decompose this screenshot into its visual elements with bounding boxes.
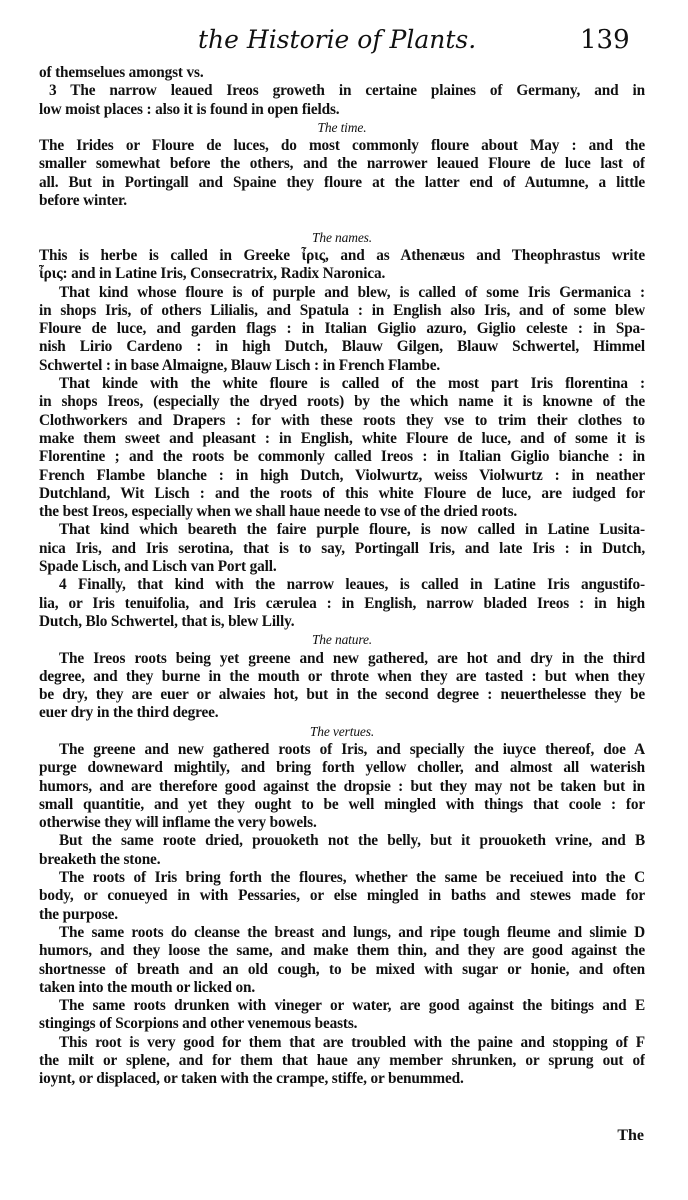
text-line: in shops Iris, of others Lilialis, and Spatula : in English also Iris, and of some blew <box>39 301 645 319</box>
catchword: The <box>617 1127 644 1144</box>
text-line: This root is very good for them that are troubled with the paine and stopping of F <box>59 1033 645 1051</box>
text-line: The same roots drunken with vineger or water, are good against the bitings and E <box>59 997 645 1015</box>
text-line: The greene and new gathered roots of Iris, and specially the iuyce thereof, doe A <box>59 740 645 758</box>
text-line: That kind which beareth the faire purple floure, is now called in Latine Lusita- <box>59 521 645 539</box>
text-line: Spade Lisch, and Lisch van Port gall. <box>39 558 277 576</box>
page-body-text <box>39 64 645 1089</box>
text-line: purge downeward mightily, and bring forth yellow choller, and almost all waterish <box>39 759 645 777</box>
text-line: The roots of Iris bring forth the floures, whether the same be receiued into the C <box>59 869 645 887</box>
text-line: 4 Finally, that kind with the narrow leaues, is called in Latine Iris angustifo- <box>59 576 645 594</box>
text-line: This is herbe is called in Greeke ἶρις, and as Athenæus and Theophrastus write <box>39 246 645 264</box>
text-line: all. But in Portingall and Spaine they floure at the latter end of Autumne, a little <box>39 173 645 191</box>
text-line: breaketh the stone. <box>39 850 161 868</box>
text-line: Florentine ; and the roots be commonly called Ireos : in Italian Giglio bianche : in <box>39 448 645 466</box>
text-line: The Irides or Floure de luces, do most commonly floure about May : and the <box>39 137 645 155</box>
text-line: small quantitie, and yet they ought to be well mingled with things that coole : for <box>39 795 645 813</box>
text-line: That kinde with the white floure is called of the most part Iris florentina : <box>59 375 645 393</box>
text-line: the milt or splene, and for them that haue any member shrunken, or sprung out of <box>39 1052 645 1070</box>
text-line: ἶρις: and in Latine Iris, Consecratrix, Radix Naronica. <box>39 265 386 283</box>
text-line: stingings of Scorpions and other venemous beasts. <box>39 1015 358 1033</box>
text-line: euer dry in the third degree. <box>39 704 219 722</box>
text-line: The same roots do cleanse the breast and lungs, and ripe tough fleume and slimie D <box>59 923 645 941</box>
text-line: Clothworkers and Drapers : for with these roots they vse to trim their clothes to <box>39 411 645 429</box>
text-line: low moist places : also it is found in open fields. <box>39 100 340 118</box>
section-heading: The nature. <box>311 632 373 648</box>
text-line: The Ireos roots being yet greene and new gathered, are hot and dry in the third <box>59 649 645 667</box>
text-line: humors, and are therefore good against the dropsie : but they may not be taken but in <box>39 777 645 795</box>
text-line: degree, and they burne in the mouth or throte when they are tasted : but when they <box>39 667 645 685</box>
text-line: the purpose. <box>39 905 118 923</box>
text-line: make them sweet and pleasant : in English, white Floure de luce, and of some it is <box>39 429 645 447</box>
text-line: smaller somewhat before the others, and the narrower leaued Floure de luce last of <box>39 155 645 173</box>
text-line: Dutch, Blo Schwertel, that is, blew Lilly. <box>39 612 295 630</box>
section-heading: The vertues. <box>309 723 375 739</box>
running-title: the Historie of Plants. <box>198 25 477 54</box>
text-line: in shops Ireos, (especially the dryed roots) by the which name it is knowne of the <box>39 393 645 411</box>
section-heading: The time. <box>317 119 367 135</box>
text-line: shortnesse of breath and an old cough, to be mixed with sugar or honie, and often <box>39 960 645 978</box>
text-line: That kind whose floure is of purple and blew, is called of some Iris Germanica : <box>59 283 645 301</box>
text-line: nish Lirio Cardeno : in high Dutch, Blauw Gilgen, Blauw Schwertel, Himmel <box>39 338 645 356</box>
text-line <box>39 210 645 228</box>
text-line: body, or conueyed in with Pessaries, or else mingled in baths and stewes made for <box>39 887 645 905</box>
text-line: Dutchland, Wit Lisch : and the roots of this white Floure de luce, are iudged for <box>39 484 645 502</box>
text-line: Floure de luce, and garden flags : in Italian Giglio azuro, Giglio celeste : in Spa- <box>39 320 645 338</box>
text-line: lia, or Iris tenuifolia, and Iris cærulea : in English, narrow bladed Ireos : in high <box>39 594 645 612</box>
text-line: of themselues amongst vs. <box>39 64 204 81</box>
text-line: But the same roote dried, prouoketh not the belly, but it prouoketh vrine, and B <box>59 832 645 850</box>
text-line: humors, and they loose the same, and make them thin, and they are good against the <box>39 942 645 960</box>
text-line: otherwise they will inflame the very bowels. <box>39 814 317 832</box>
text-line: be dry, they are euer or alwaies hot, but in the second degree : neuerthelesse they be <box>39 686 645 704</box>
text-line: the best Ireos, especially when we shall haue neede to vse of the dried roots. <box>39 503 518 521</box>
text-line: taken into the mouth or licked on. <box>39 978 256 996</box>
text-line: Schwertel : in base Almaigne, Blauw Lisch : in French Flambe. <box>39 356 441 374</box>
text-line: before winter. <box>39 192 127 210</box>
text-line: 3 The narrow leaued Ireos groweth in certaine plaines of Germany, and in <box>49 82 645 100</box>
text-line: nica Iris, and Iris serotina, that is to say, Portingall Iris, and late Iris : in Dutch, <box>39 539 645 557</box>
section-heading: The names. <box>312 229 372 245</box>
text-line: ioynt, or displaced, or taken with the crampe, stiffe, or benummed. <box>39 1070 464 1088</box>
text-line: French Flambe blanche : in high Dutch, Violwurtz, weiss Violwurtz : in neather <box>39 466 645 484</box>
page-number: 139 <box>580 25 630 55</box>
